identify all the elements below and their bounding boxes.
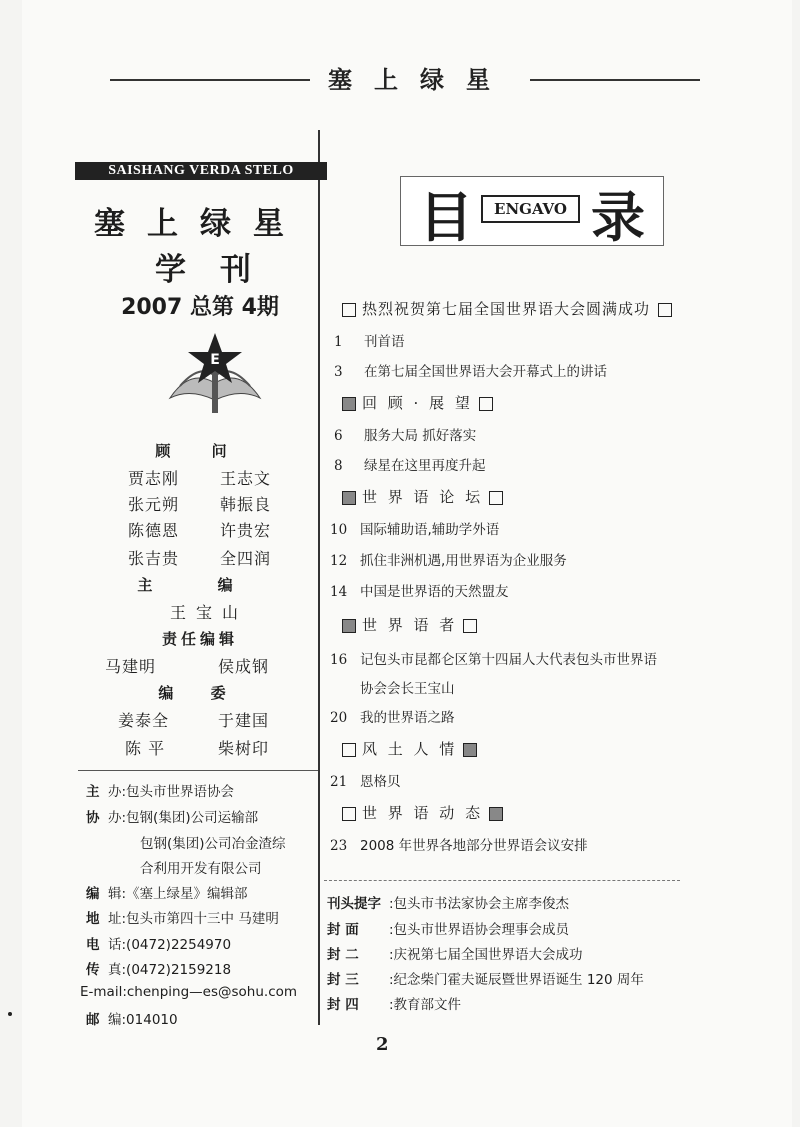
covers-separator: [324, 880, 680, 882]
toc-item[interactable]: 3 在第七届全国世界语大会开幕式上的讲话: [334, 364, 607, 380]
green-star-emblem-icon: [160, 328, 270, 418]
cover-line: 封 面 :包头市世界语协会理事会成员: [327, 922, 570, 938]
masthead-calligraphy-line: 刊头提字 :包头市书法家协会主席李俊杰: [327, 896, 570, 912]
header-rule-left: [110, 79, 310, 81]
board-member-name: 于建国: [218, 711, 270, 730]
editor-in-chief-name: 王宝山: [170, 603, 249, 622]
esperanto-banner: SAISHANG VERDA STELO: [75, 162, 327, 180]
fax-line: 传 真:(0472)2159218: [86, 962, 232, 978]
advisor-name: 张吉贵: [128, 549, 180, 568]
contents-heading: [400, 176, 664, 249]
header-rule-right: [530, 79, 700, 81]
email-line: E-mail:chenping—es@sohu.com: [80, 984, 298, 1000]
toc-item[interactable]: 16 记包头市昆都仑区第十四届人大代表包头市世界语: [330, 652, 657, 668]
board-member-name: 姜泰全: [118, 711, 170, 730]
advisor-name: 全四润: [220, 549, 272, 568]
toc-item[interactable]: 10 国际辅助语,辅助学外语: [330, 522, 500, 538]
toc-section-heading: 热烈祝贺第七届全国世界语大会圆满成功: [336, 298, 678, 319]
toc-section-heading: 回 顾 · 展 望: [336, 392, 499, 413]
toc-item[interactable]: 21 恩格贝: [330, 774, 401, 790]
toc-section-heading: 世 界 语 论 坛: [336, 486, 509, 507]
board-member-name: 柴树印: [218, 739, 270, 758]
toc-item[interactable]: 6 服务大局 抓好落实: [334, 428, 477, 444]
advisor-name: 张元朔: [128, 495, 180, 514]
contents-title-english: ENGAVO: [481, 195, 580, 223]
issue-number: 2007 总第 4期: [121, 295, 279, 320]
toc-section-heading: 风 土 人 情: [336, 738, 483, 759]
toc-item[interactable]: 1 刊首语: [334, 334, 405, 350]
host-line: 主 办:包头市世界语协会: [86, 784, 235, 800]
cover-line: 封 三 :纪念柴门霍夫诞辰暨世界语诞生 120 周年: [327, 972, 644, 988]
running-title: 塞上绿星: [328, 65, 512, 94]
co-host-line-2: 包钢(集团)公司冶金渣综: [140, 836, 286, 852]
board-member-name: 陈 平: [125, 739, 166, 758]
toc-item[interactable]: 23 2008 年世界各地部分世界语会议安排: [330, 838, 588, 854]
toc-item[interactable]: 14 中国是世界语的天然盟友: [330, 584, 509, 600]
toc-item[interactable]: 20 我的世界语之路: [330, 710, 455, 726]
contents-title-right: 录: [591, 186, 645, 249]
editorial-board-label: 编 委: [158, 684, 242, 702]
scan-mark: [8, 1012, 12, 1016]
advisor-name: 韩振良: [220, 495, 272, 514]
contents-title-left: 目: [419, 186, 473, 249]
advisors-label: 顾 问: [155, 442, 245, 460]
magazine-title: 塞上绿星: [94, 206, 306, 242]
responsible-editor-name: 侯成钢: [218, 657, 270, 676]
advisor-name: 贾志刚: [128, 469, 180, 488]
advisor-name: 陈德恩: [128, 521, 180, 540]
responsible-editor-name: 马建明: [105, 657, 157, 676]
cover-line: 封 四 :教育部文件: [327, 997, 462, 1013]
page-number: 2: [376, 1034, 389, 1055]
address-line: 地 址:包头市第四十三中 马建明: [86, 911, 279, 927]
advisor-name: 王志文: [220, 469, 272, 488]
magazine-subtitle: 学刊: [155, 252, 285, 288]
svg-text:E: E: [210, 352, 220, 368]
cover-line: 封 二 :庆祝第七届全国世界语大会成功: [327, 947, 583, 963]
editor-in-chief-label: 主 编: [137, 576, 263, 594]
phone-line: 电 话:(0472)2254970: [86, 937, 232, 953]
toc-item-continued[interactable]: 协会会长王宝山: [360, 681, 455, 697]
toc-section-heading: 世 界 语 者: [336, 614, 483, 635]
toc-section-heading: 世 界 语 动 态: [336, 802, 509, 823]
toc-item[interactable]: 8 绿星在这里再度升起: [334, 458, 486, 474]
toc-item[interactable]: 12 抓住非洲机遇,用世界语为企业服务: [330, 553, 567, 569]
editor-line: 编 辑:《塞上绿星》编辑部: [86, 886, 248, 902]
co-host-line: 协 办:包钢(集团)公司运输部: [86, 810, 259, 826]
section-separator: [78, 770, 318, 771]
zip-line: 邮 编:014010: [86, 1012, 178, 1028]
advisor-name: 许贵宏: [220, 521, 272, 540]
co-host-line-3: 合利用开发有限公司: [140, 861, 262, 877]
responsible-editors-label: 责任编辑: [161, 630, 238, 648]
